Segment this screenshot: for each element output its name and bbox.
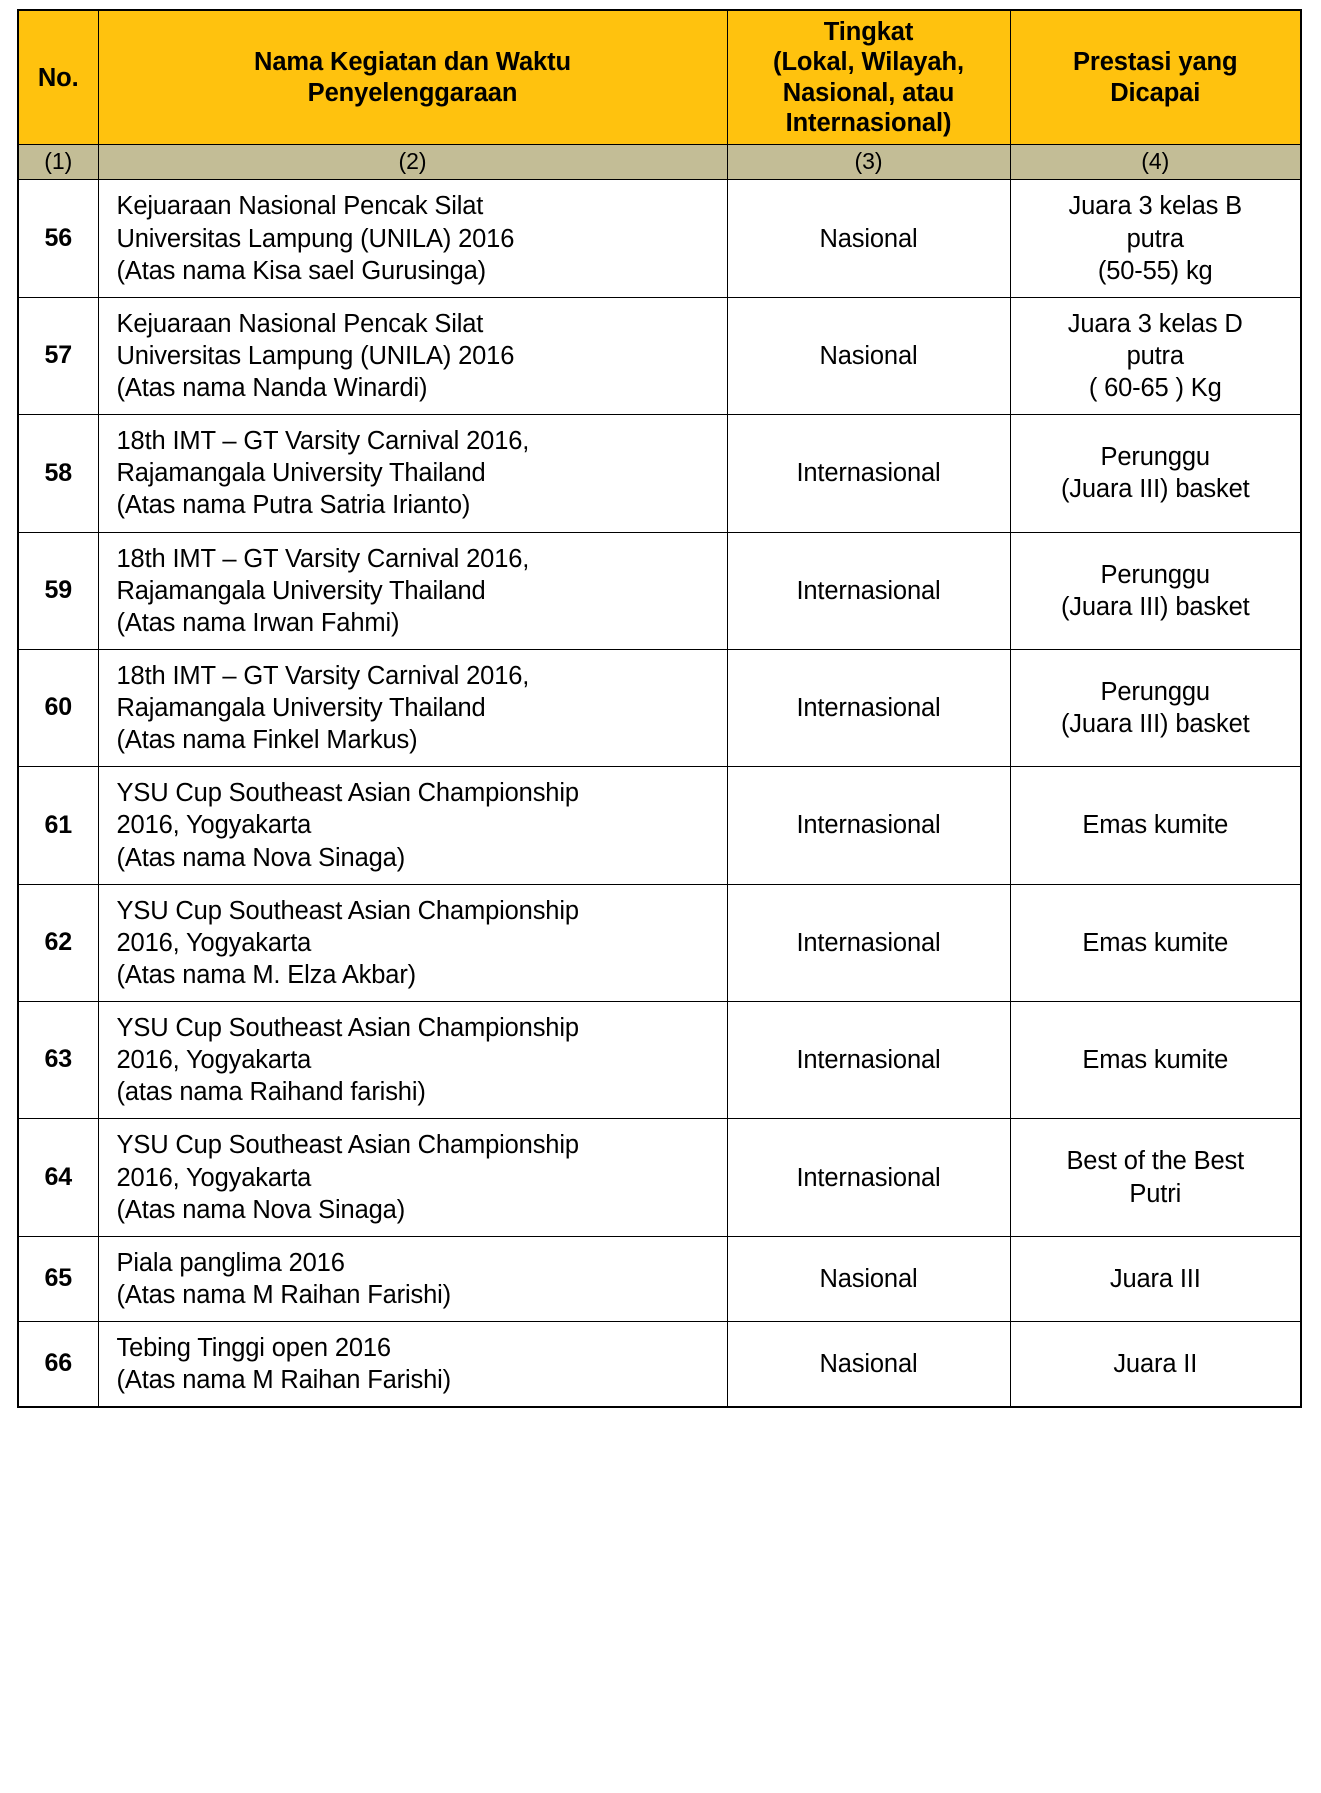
level-cell: Nasional (727, 297, 1010, 414)
activity-name-line: (Atas nama M. Elza Akbar) (116, 960, 417, 989)
achievement-cell (1010, 649, 1301, 766)
achievement-cell (1010, 767, 1301, 884)
row-number: 56 (18, 180, 98, 297)
activity-name-line: 2016, Yogyakarta (116, 928, 312, 957)
row-number: 60 (18, 649, 98, 766)
table-row (18, 1002, 1301, 1119)
row-number: 57 (18, 297, 98, 414)
column-header-achievement (1010, 10, 1301, 145)
header-line: Internasional) (785, 109, 952, 138)
header-line: No. (37, 63, 79, 92)
activity-name-line: 2016, Yogyakarta (116, 1046, 312, 1075)
activity-name-line: YSU Cup Southeast Asian Championship (116, 896, 579, 925)
achievement-line: Juara II (1113, 1350, 1198, 1379)
activity-name-line: Tebing Tinggi open 2016 (116, 1334, 391, 1362)
activity-name-line: Rajamangala University Thailand (116, 459, 486, 488)
header-line: Tingkat (823, 18, 914, 46)
table-row (18, 415, 1301, 532)
activity-name-line: (Atas nama Irwan Fahmi) (116, 608, 400, 637)
level-cell: Internasional (727, 767, 1010, 884)
activity-name-line: (Atas nama Putra Satria Irianto) (116, 491, 471, 520)
achievement-cell (1010, 1002, 1301, 1119)
activity-name-line: YSU Cup Southeast Asian Championship (116, 1131, 579, 1160)
level-cell: Nasional (727, 180, 1010, 297)
activity-name-cell (98, 767, 727, 884)
level-cell: Nasional (727, 1322, 1010, 1408)
achievement-line: (Juara III) basket (1060, 592, 1250, 621)
achievement-line: (Juara III) basket (1060, 475, 1250, 504)
achievement-line: Emas kumite (1082, 928, 1229, 957)
column-header-no (18, 10, 98, 145)
row-number: 64 (18, 1119, 98, 1236)
column-number-4: (4) (1010, 145, 1301, 180)
activity-name-line: YSU Cup Southeast Asian Championship (116, 1014, 579, 1042)
achievement-line: Emas kumite (1082, 1046, 1229, 1075)
row-number: 63 (18, 1002, 98, 1119)
column-number-3: (3) (727, 145, 1010, 180)
activity-name-cell (98, 884, 727, 1001)
activity-name-cell (98, 1002, 727, 1119)
activity-name-line: (Atas nama Finkel Markus) (116, 726, 418, 755)
achievement-cell (1010, 415, 1301, 532)
row-number: 59 (18, 532, 98, 649)
activity-name-line: Rajamangala University Thailand (116, 694, 486, 722)
achievement-cell (1010, 1119, 1301, 1236)
achievement-cell (1010, 884, 1301, 1001)
activity-name-line: Kejuaraan Nasional Pencak Silat (116, 192, 484, 221)
activity-name-cell (98, 1322, 727, 1408)
achievement-line: Emas kumite (1082, 811, 1229, 840)
achievement-cell (1010, 532, 1301, 649)
header-line: Dicapai (1110, 78, 1201, 107)
achievement-line: ( 60-65 ) Kg (1088, 374, 1222, 402)
activity-name-line: Universitas Lampung (UNILA) 2016 (116, 341, 515, 370)
row-number: 65 (18, 1236, 98, 1321)
table-row (18, 1236, 1301, 1321)
achievement-cell (1010, 180, 1301, 297)
activity-name-line: 18th IMT – GT Varsity Carnival 2016, (116, 661, 530, 690)
table-row (18, 649, 1301, 766)
activity-name-line: Piala panglima 2016 (116, 1248, 345, 1277)
level-cell: Internasional (727, 1119, 1010, 1236)
achievement-line: Juara 3 kelas D (1067, 309, 1243, 338)
level-cell: Internasional (727, 532, 1010, 649)
activity-name-line: YSU Cup Southeast Asian Championship (116, 779, 579, 808)
achievement-cell (1010, 297, 1301, 414)
table-body (18, 180, 1301, 1407)
activity-name-line: (Atas nama M Raihan Farishi) (116, 1366, 451, 1395)
column-number-row (18, 145, 1301, 180)
table-row (18, 1322, 1301, 1408)
level-cell: Nasional (727, 1236, 1010, 1321)
activity-name-line: Kejuaraan Nasional Pencak Silat (116, 309, 484, 338)
activity-name-cell (98, 180, 727, 297)
level-cell: Internasional (727, 884, 1010, 1001)
activity-name-cell (98, 1119, 727, 1236)
column-header-level (727, 10, 1010, 145)
header-line: Nasional, atau (782, 78, 955, 107)
table-row (18, 180, 1301, 297)
column-header-activity-name (98, 10, 727, 145)
table-row (18, 532, 1301, 649)
achievement-line: Juara III (1109, 1264, 1201, 1293)
row-number: 58 (18, 415, 98, 532)
achievement-line: Perunggu (1100, 443, 1210, 472)
activity-name-line: (Atas nama M Raihan Farishi) (116, 1280, 451, 1309)
achievement-cell (1010, 1322, 1301, 1408)
header-line: Nama Kegiatan dan Waktu (254, 48, 571, 77)
column-number-2: (2) (98, 145, 727, 180)
activity-name-line: (Atas nama Nova Sinaga) (116, 843, 406, 872)
header-line: Prestasi yang (1072, 48, 1238, 77)
activity-name-line: (atas nama Raihand farishi) (116, 1078, 426, 1107)
activity-name-line: 2016, Yogyakarta (116, 1163, 312, 1192)
header-row (18, 10, 1301, 145)
table-row (18, 297, 1301, 414)
level-cell: Internasional (727, 1002, 1010, 1119)
activity-name-cell (98, 649, 727, 766)
achievement-line: putra (1126, 341, 1184, 370)
achievement-line: Juara 3 kelas B (1068, 192, 1242, 221)
table-row (18, 1119, 1301, 1236)
achievement-line: Perunggu (1100, 560, 1210, 589)
level-cell: Internasional (727, 415, 1010, 532)
table-header (18, 10, 1301, 180)
achievement-line: (50-55) kg (1097, 256, 1213, 285)
activity-name-cell (98, 1236, 727, 1321)
header-line: Penyelenggaraan (307, 78, 518, 107)
activity-name-line: (Atas nama Nanda Winardi) (116, 374, 428, 402)
activity-name-cell (98, 297, 727, 414)
activity-name-line: (Atas nama Nova Sinaga) (116, 1195, 406, 1224)
achievement-line: Perunggu (1100, 677, 1210, 706)
activity-name-line: (Atas nama Kisa sael Gurusinga) (116, 256, 487, 285)
achievement-line: (Juara III) basket (1060, 710, 1250, 739)
level-cell: Internasional (727, 649, 1010, 766)
activity-name-line: 18th IMT – GT Varsity Carnival 2016, (116, 544, 530, 573)
activity-name-line: Rajamangala University Thailand (116, 576, 486, 605)
activity-name-cell (98, 415, 727, 532)
table-row (18, 767, 1301, 884)
row-number: 61 (18, 767, 98, 884)
achievement-cell (1010, 1236, 1301, 1321)
row-number: 62 (18, 884, 98, 1001)
achievement-line: putra (1126, 224, 1184, 253)
header-line: (Lokal, Wilayah, (773, 48, 964, 77)
activity-name-line: 18th IMT – GT Varsity Carnival 2016, (116, 427, 530, 456)
column-number-1: (1) (18, 145, 98, 180)
achievement-line: Putri (1129, 1179, 1182, 1208)
activity-name-line: Universitas Lampung (UNILA) 2016 (116, 224, 515, 253)
row-number: 66 (18, 1322, 98, 1408)
table-row (18, 884, 1301, 1001)
activity-name-line: 2016, Yogyakarta (116, 811, 312, 840)
student-achievement-table (17, 9, 1302, 1408)
activity-name-cell (98, 532, 727, 649)
achievement-line: Best of the Best (1066, 1147, 1245, 1176)
